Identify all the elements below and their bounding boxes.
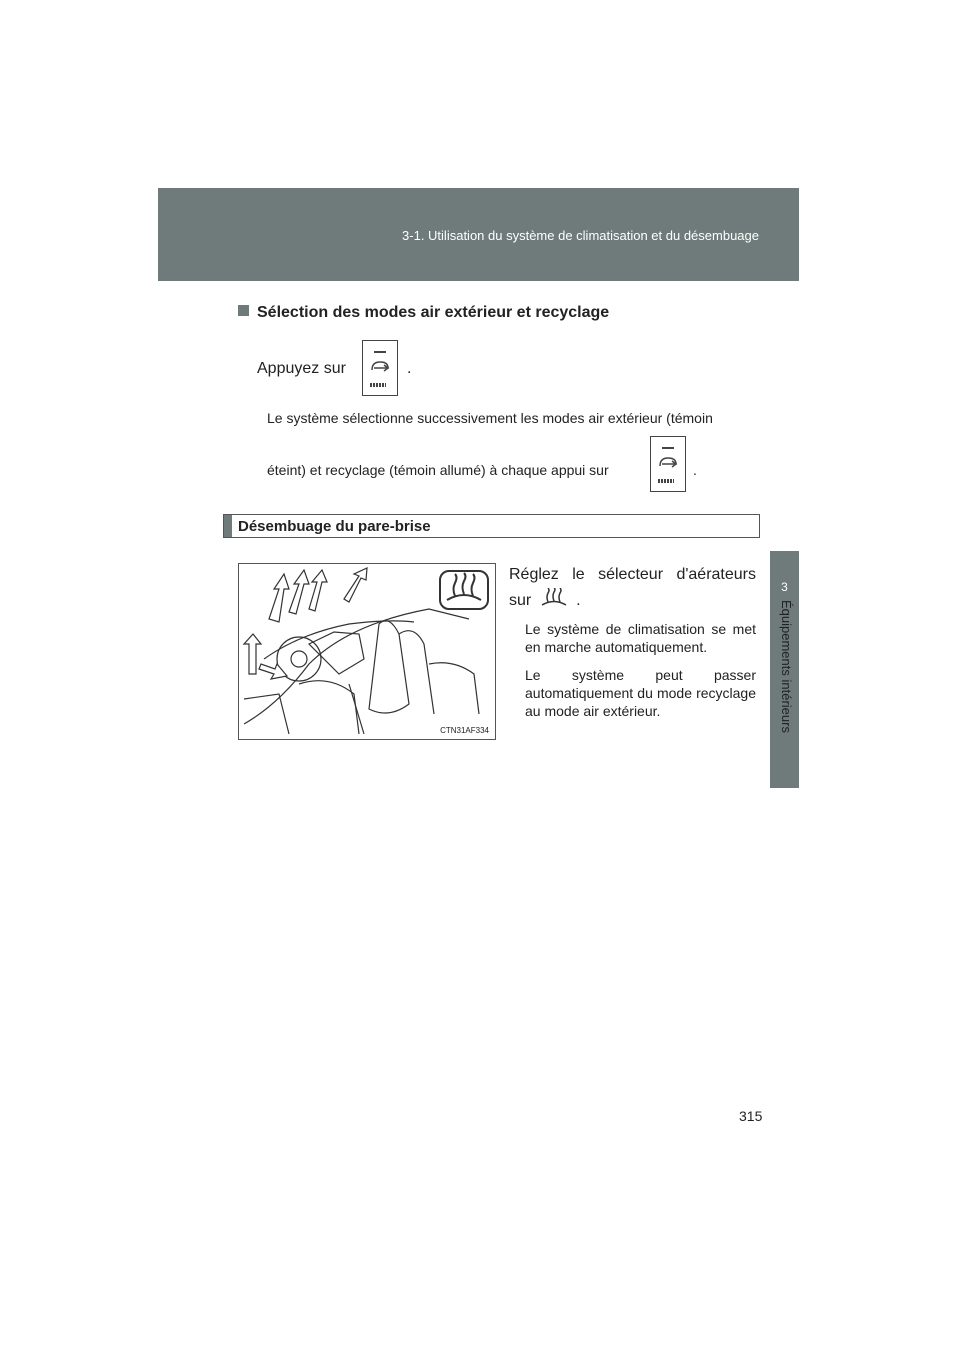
defroster-note-2: Le système peut passer automatiquement du mode recyclage au mode air extérieur. bbox=[525, 667, 756, 719]
description-line-1: Le système sélectionne successivement les modes air extérieur (témoin bbox=[267, 410, 713, 426]
chapter-side-label bbox=[764, 600, 804, 800]
recirculation-button-icon bbox=[650, 436, 686, 492]
instruction-suffix: . bbox=[407, 360, 412, 377]
chapter-number: 3 bbox=[781, 580, 788, 594]
page-number: 315 bbox=[739, 1108, 763, 1124]
recirculation-button-icon bbox=[362, 340, 398, 396]
square-bullet-icon bbox=[238, 305, 249, 316]
chapter-header bbox=[158, 188, 799, 281]
figure-code: CTN31AF334 bbox=[440, 726, 489, 735]
chapter-label-text: Équipements intérieurs bbox=[779, 600, 794, 733]
windshield-defroster-icon bbox=[540, 588, 568, 608]
description-line-2: éteint) et recyclage (témoin allumé) à chaque appui sur bbox=[267, 462, 609, 478]
chapter-header-title: 3-1. Utilisation du système de climatisation et du désembuage bbox=[402, 228, 759, 243]
subsection-heading: Sélection des modes air extérieur et recyclage bbox=[238, 304, 609, 322]
defroster-instruction: Réglez le sélecteur d'aérateurs sur . bbox=[509, 566, 756, 609]
section-title-bar bbox=[223, 514, 760, 538]
instruction-line: Appuyez sur bbox=[257, 360, 346, 377]
dashboard-illustration bbox=[238, 563, 496, 740]
defroster-note-1: Le système de climatisation se met en marche automatiquement. bbox=[525, 621, 756, 655]
section-title: Désembuage du pare-brise bbox=[238, 518, 431, 535]
windshield-defroster-icon bbox=[439, 570, 489, 610]
description-suffix: . bbox=[693, 462, 697, 478]
